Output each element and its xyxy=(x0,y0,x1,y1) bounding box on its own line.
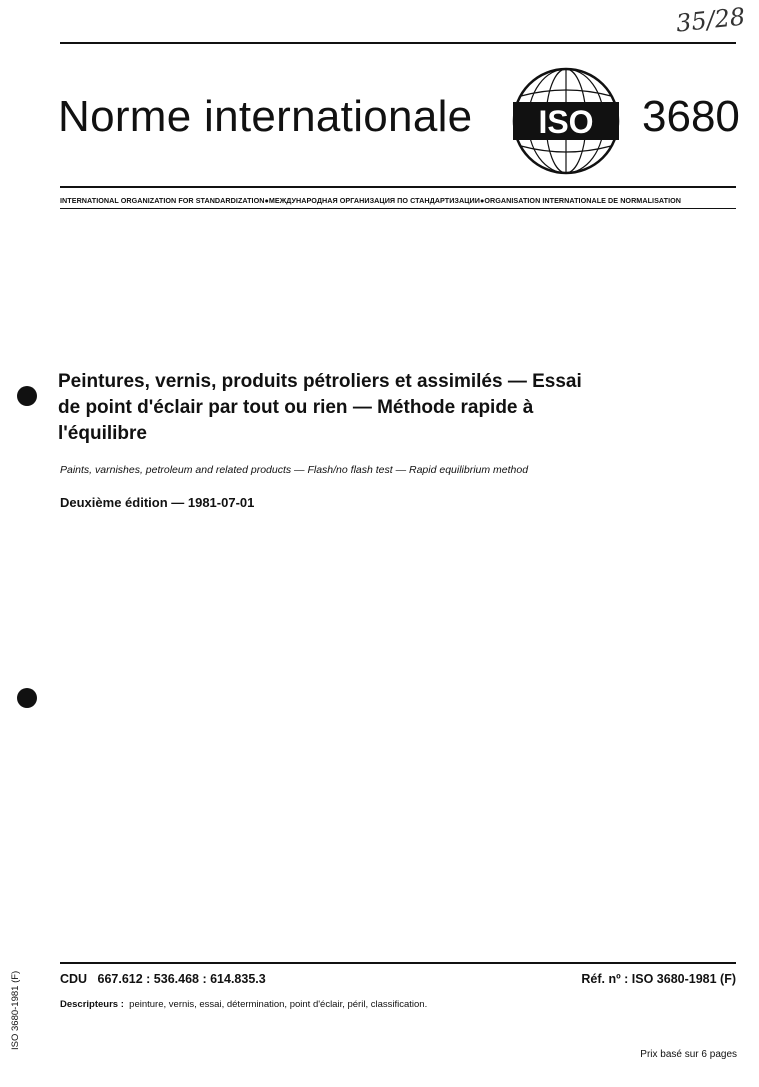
document-title xyxy=(58,369,738,447)
price-note: Prix basé sur 6 pages xyxy=(640,1049,737,1060)
cdu-value: 667.612 : 536.468 : 614.835.3 xyxy=(97,972,266,986)
side-reference: ISO 3680-1981 (F) xyxy=(10,970,21,1050)
footer-rule xyxy=(60,962,736,964)
ref-value: ISO 3680-1981 (F) xyxy=(631,972,736,986)
cdu-label: CDU xyxy=(60,972,88,986)
iso-logo xyxy=(511,66,621,176)
english-title: Paints, varnishes, petroleum and related products — Flash/no flash test — Rapid equilibrium method xyxy=(60,464,529,476)
organization-line: INTERNATIONAL ORGANIZATION FOR STANDARDIZATION●МЕЖДУНАРОДНАЯ ОРГАНИЗАЦИЯ ПО СТАНДАРТИЗАЦИИ●ORGANISATION INTERNATIONALE DE NORMALISATION xyxy=(60,196,681,205)
handwritten-note: 35/28 xyxy=(674,2,747,38)
descriptors xyxy=(60,999,427,1010)
document-title-line: Peintures, vernis, produits pétroliers et assimilés — Essai xyxy=(58,371,582,392)
ref-label: Réf. nº : xyxy=(581,972,629,986)
reference-number xyxy=(581,972,736,986)
top-rule xyxy=(60,42,736,44)
org-rule xyxy=(60,208,736,209)
header-rule xyxy=(60,186,736,188)
page-title: Norme internationale xyxy=(58,92,473,141)
cdu-classification xyxy=(60,972,266,986)
document-title-line: l'équilibre xyxy=(58,423,147,444)
punch-hole-mark xyxy=(17,386,37,406)
punch-hole-mark xyxy=(17,688,37,708)
descriptors-label: Descripteurs : xyxy=(60,999,124,1010)
descriptors-value: peinture, vernis, essai, détermination, point d'éclair, péril, classification. xyxy=(129,999,428,1010)
iso-logo-text: ISO xyxy=(538,104,594,140)
edition: Deuxième édition — 1981-07-01 xyxy=(60,495,255,510)
document-title-line: de point d'éclair par tout ou rien — Méthode rapide à xyxy=(58,397,534,418)
standard-number: 3680 xyxy=(642,92,740,141)
